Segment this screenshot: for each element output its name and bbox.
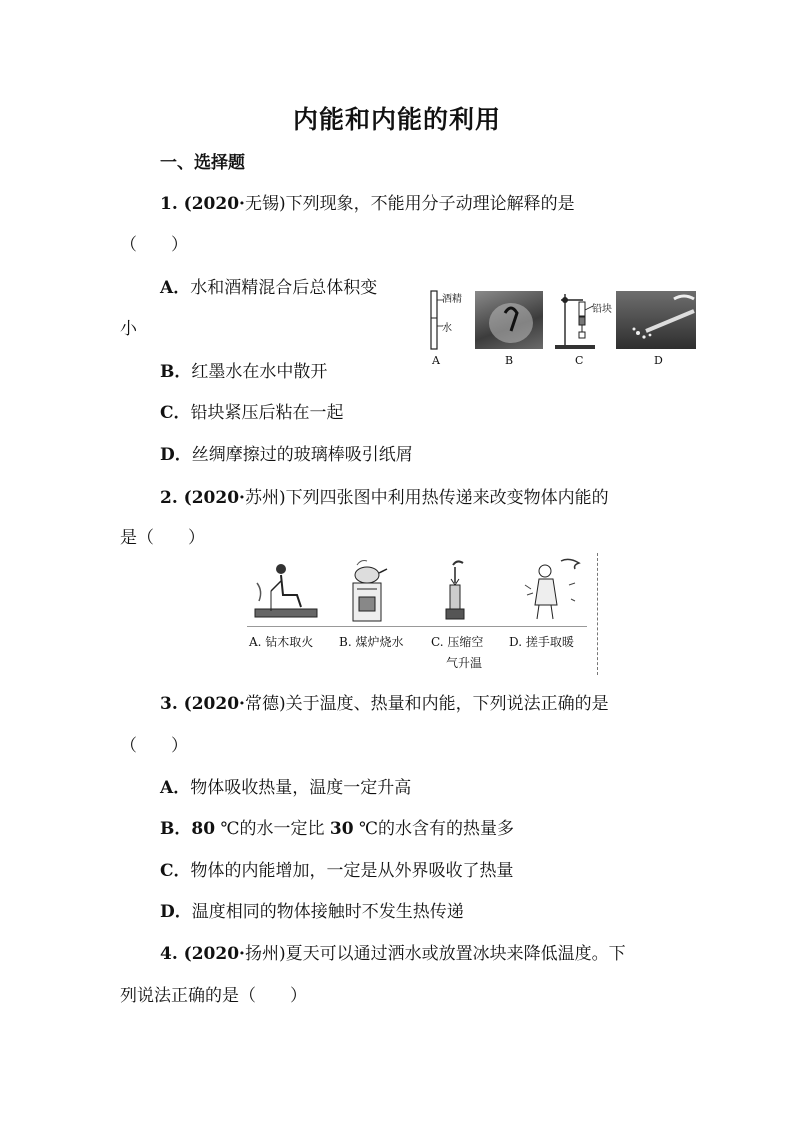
q2-stem-continued: 是（ ） (120, 528, 205, 548)
q3-option-a-label: A． (160, 778, 191, 798)
q1-option-c-text: 铅块紧压后粘在一起 (190, 403, 344, 423)
q2-caption-c-continued: 气升温 (446, 656, 483, 670)
q3-option-d-label: D． (160, 902, 192, 922)
q2-caption-c: C. 压缩空 (431, 635, 484, 649)
q3-stem-text: )关于温度、热量和内能，下列说法正确的是 (278, 694, 609, 714)
q1-figure-label-b: B (505, 354, 514, 367)
q3-option-c (160, 856, 514, 881)
q3-option-a-text: 物体吸收热量，温度一定升高 (190, 778, 412, 798)
q1-figure-a-alcohol-label: 酒精 (442, 294, 462, 305)
q3-option-c-label: C． (160, 861, 191, 881)
q3-source: 常德 (244, 694, 279, 714)
q3-option-b (160, 814, 514, 839)
q2-caption-a: A. 钻木取火 (249, 635, 314, 649)
q1-option-b-text: 红墨水在水中散开 (191, 362, 328, 382)
q3-option-c-text: 物体的内能增加，一定是从外界吸收了热量 (190, 861, 514, 881)
q1-answer-paren: （ ） (120, 235, 188, 255)
q4-stem (160, 939, 626, 964)
q1-source: 无锡 (244, 194, 279, 214)
q2-source: 苏州 (244, 488, 279, 508)
q1-option-c (160, 398, 344, 423)
q2-figure-compression-tube (435, 557, 475, 625)
q2-figure-drilling-wood (249, 561, 327, 625)
q1-figure-c-lead-label: 铅块 (592, 304, 612, 315)
q1-option-a-label: A． (160, 278, 191, 298)
q1-figure-a-water-label: 水 (442, 323, 452, 334)
q1-figure-b-photo (475, 291, 543, 349)
q1-figure-d-photo (616, 291, 696, 349)
q4-number: 4. (2020· (160, 944, 245, 964)
q3-option-d-text: 温度相同的物体接触时不发生热传递 (191, 902, 464, 922)
q2-stem (160, 483, 609, 508)
q1-option-c-label: C． (160, 403, 191, 423)
q4-stem-text: )夏天可以通过洒水或放置冰块来降低温度。下 (278, 944, 626, 964)
q1-option-b-label: B． (160, 362, 192, 382)
q1-option-a (160, 273, 377, 298)
q1-stem (160, 189, 575, 214)
q2-caption-d: D. 搓手取暖 (509, 635, 574, 649)
q4-source: 扬州 (244, 944, 279, 964)
q3-answer-paren: （ ） (120, 736, 188, 756)
q2-figure-kettle-stove (343, 559, 393, 625)
q1-option-b (160, 357, 327, 382)
q1-figure-d-rod-icon (616, 291, 696, 349)
section-heading: 一、选择题 (160, 153, 245, 173)
q1-figure (425, 288, 700, 368)
q1-figure-label-c: C (575, 354, 584, 367)
q3-option-a (160, 773, 411, 798)
q1-stem-text: )下列现象，不能用分子动理论解释的是 (278, 194, 575, 214)
q1-option-a-text: 水和酒精混合后总体积变 (190, 278, 378, 298)
q4-stem-continued: 列说法正确的是（ ） (120, 986, 307, 1006)
q1-option-d-label: D． (160, 445, 192, 465)
q3-option-b-text-1: ℃的水一定比 (215, 819, 330, 839)
q1-option-d (160, 440, 413, 465)
q2-figure-baseline (247, 626, 587, 627)
q2-caption-b: B. 煤炉烧水 (339, 635, 404, 649)
q3-option-b-number-1: 80 (191, 819, 216, 839)
q1-figure-label-d: D (654, 354, 663, 367)
q2-figure-rubbing-hands (521, 555, 585, 625)
q1-option-a-continued: 小 (120, 319, 137, 339)
page-title: 内能和内能的利用 (292, 105, 501, 134)
q3-option-d (160, 897, 464, 922)
q2-number: 2. (2020· (160, 488, 245, 508)
q2-figure (245, 553, 603, 678)
q1-option-d-text: 丝绸摩擦过的玻璃棒吸引纸屑 (191, 445, 413, 465)
q2-stem-text: )下列四张图中利用热传递来改变物体内能的 (278, 488, 609, 508)
q3-option-b-text-2: ℃的水含有的热量多 (353, 819, 514, 839)
q2-figure-divider (597, 553, 598, 675)
q3-option-b-label: B． (160, 819, 192, 839)
q3-number: 3. (2020· (160, 694, 245, 714)
q1-number: 1. (2020· (160, 194, 245, 214)
q3-option-b-number-2: 30 (329, 819, 354, 839)
q3-stem (160, 689, 609, 714)
q1-figure-b-beaker-icon (475, 291, 543, 349)
q1-figure-c-stand (553, 288, 623, 352)
q1-figure-label-a: A (432, 354, 440, 367)
